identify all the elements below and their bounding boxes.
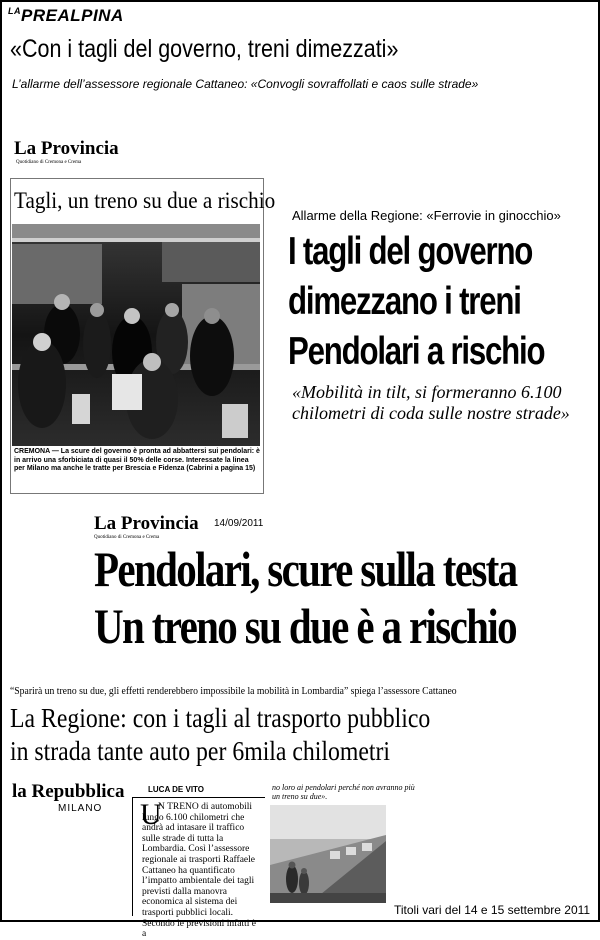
publication-date: 14/09/2011: [214, 518, 264, 529]
prealpina-prefix: LA: [8, 6, 21, 16]
repubblica-masthead: la Repubblica: [12, 781, 125, 802]
repubblica-city: MILANO: [58, 803, 103, 814]
headline-line-2: dimezzano i treni: [288, 280, 521, 323]
provincia-main-headline: [288, 227, 544, 377]
prealpina-masthead: [8, 6, 124, 26]
station-crowd-photo: [12, 224, 260, 446]
provincia-headline-2: Un treno su due è a rischio: [94, 598, 516, 654]
provincia-masthead-2: La Provincia: [94, 513, 199, 534]
headline-line-1: I tagli del governo: [288, 230, 533, 273]
subheadline-line-2: chilometri di coda sulle nostre strade»: [292, 403, 570, 423]
repubblica-headline: [10, 702, 430, 768]
repubblica-quote: “Sparirà un treno su due, gli effetti renderebbero impossibile la mobilità in Lombardia” spiega l’assessore Cattaneo: [10, 685, 457, 697]
provincia-clip-headline: Tagli, un treno su due a rischio: [14, 188, 276, 213]
repubblica-headline-line-2: in strada tante auto per 6mila chilometri: [10, 736, 391, 766]
article-byline: LUCA DE VITO: [148, 785, 205, 794]
footer-note: Titoli vari del 14 e 15 settembre 2011: [394, 903, 591, 917]
prealpina-headline: «Con i tagli del governo, treni dimezzati»: [10, 35, 399, 63]
repubblica-headline-line-1: La Regione: con i tagli al trasporto pubblico: [10, 703, 431, 733]
article-body: N TRENO di automobili lungo 6.100 chilometri che andrà ad intasare il traffico sulle strade di tutta la Lombardia. Così l’assessore regionale ai trasporti Raffaele Cattaneo ha quantificato l’impatto ambientale dei tagli previsti dalla manovra economica al sistema dei trasporti pubblici locali. Secondo le previsioni infatti è a: [142, 802, 256, 940]
train-photo: [270, 805, 386, 903]
prealpina-subheadline: L’allarme dell’assessore regionale Cattaneo: «Convogli sovraffollati e caos sulle strade»: [12, 77, 479, 91]
subheadline-line-1: «Mobilità in tilt, si formeranno 6.100: [292, 382, 562, 402]
provincia-headline-1: Pendolari, scure sulla testa: [94, 541, 517, 597]
article-dropcap: U: [140, 798, 162, 831]
headline-line-3: Pendolari a rischio: [288, 330, 545, 373]
photo-caption: CREMONA — La scure del governo è pronta ad abbattersi sui pendolari: è in arrivo una sforbiciata di quasi il 50% delle corse. Interessate la linea per Milano ma anche le tratte per Brescia e Fidenza (Cabrini a pagina 15): [14, 448, 260, 472]
provincia-masthead-subtitle-2: Quotidiano di Cremona e Crema: [94, 535, 160, 540]
provincia-masthead: La Provincia: [14, 138, 119, 159]
train-photo-caption: no loro ai pendolari perché non avranno più un treno su due».: [272, 783, 415, 801]
provincia-subheadline: [292, 382, 570, 424]
provincia-masthead-subtitle: Quotidiano di Cremona e Crema: [16, 160, 82, 165]
provincia-kicker: Allarme della Regione: «Ferrovie in ginocchio»: [292, 208, 561, 223]
prealpina-name: PREALPINA: [21, 6, 124, 25]
